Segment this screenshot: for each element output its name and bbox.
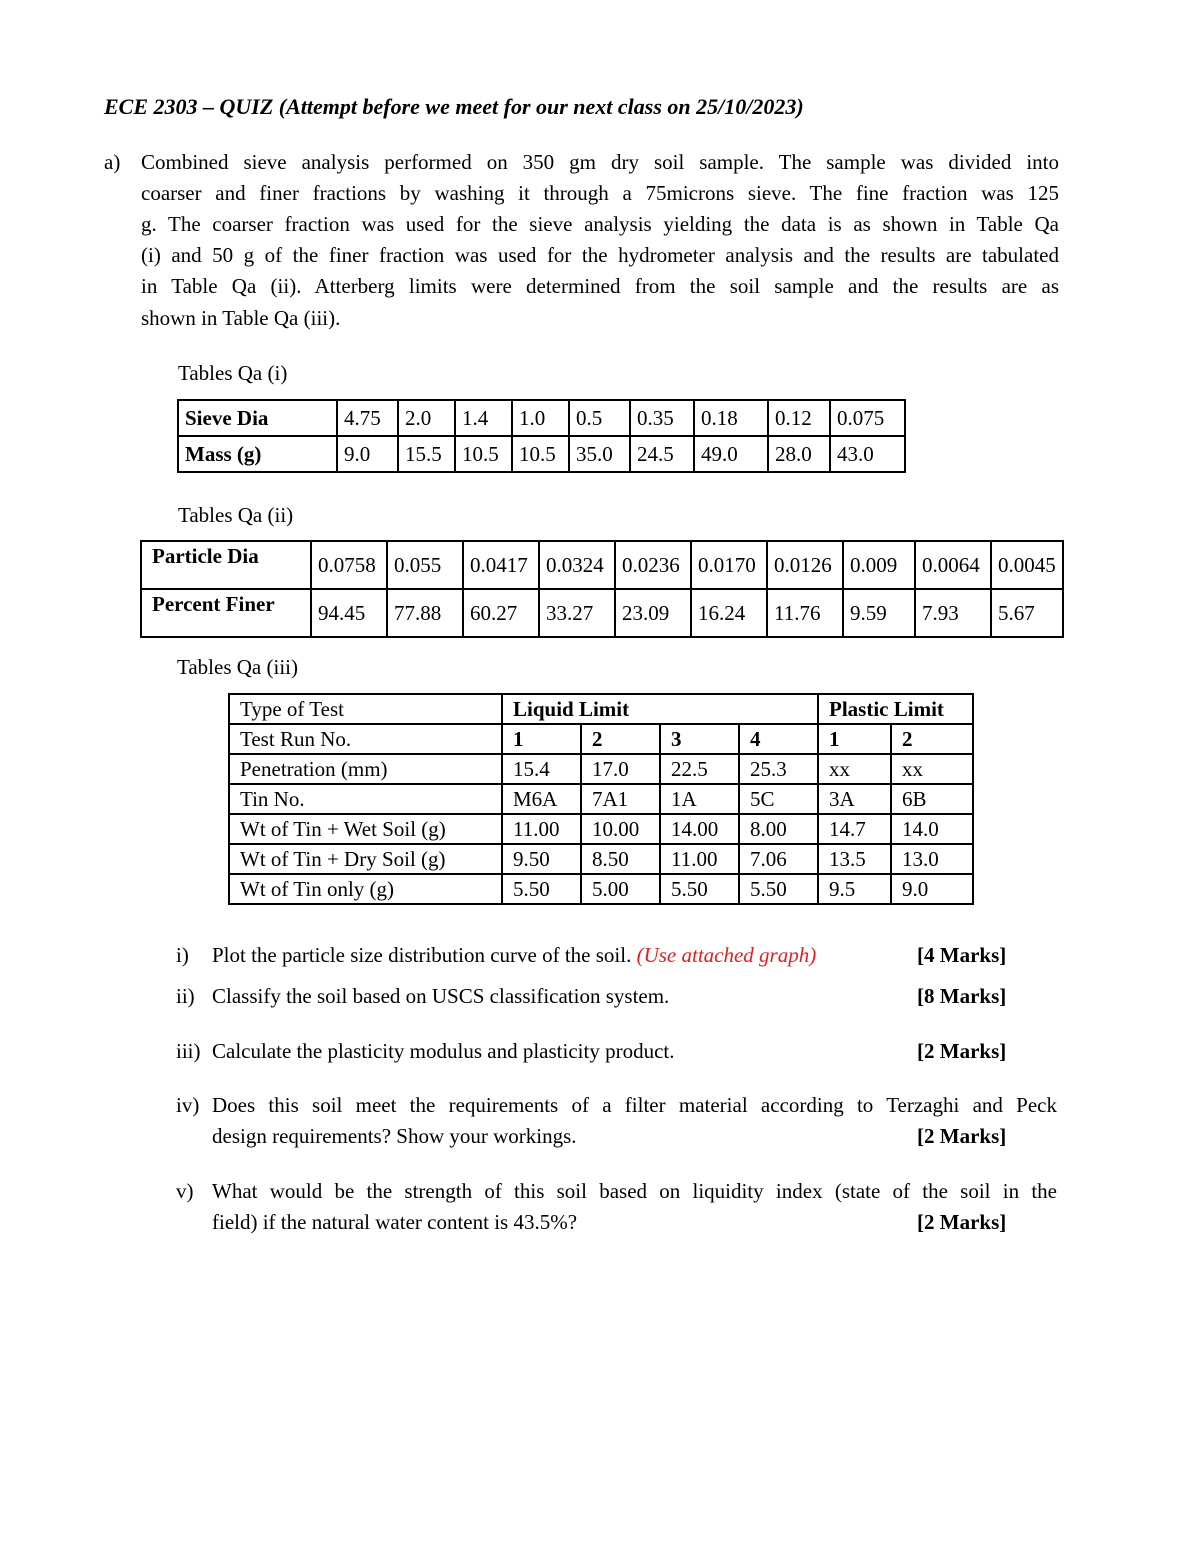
table-cell: 14.0 <box>891 814 973 844</box>
percent-finer-row <box>141 589 1063 637</box>
marks-badge: [2 Marks] <box>917 1124 1007 1148</box>
table-cell: 0.055 <box>387 541 463 589</box>
table-cell: 5.50 <box>502 874 581 904</box>
sieve-dia-label: Sieve Dia <box>178 400 337 436</box>
table-cell: 5.00 <box>581 874 660 904</box>
table-cell: 94.45 <box>311 589 387 637</box>
table-cell: 0.0236 <box>615 541 691 589</box>
table-cell: 5C <box>739 784 818 814</box>
table-cell: 5.67 <box>991 589 1063 637</box>
table-cell: 7.93 <box>915 589 991 637</box>
table-cell: 9.59 <box>843 589 915 637</box>
table-cell: 1.0 <box>512 400 569 436</box>
graph-note: (Use attached graph) <box>636 943 817 967</box>
table-cell: 0.0758 <box>311 541 387 589</box>
table-cell: 0.0045 <box>991 541 1063 589</box>
table-row <box>229 874 973 904</box>
table-cell: 0.0417 <box>463 541 539 589</box>
question-number: i) <box>176 943 189 967</box>
table-cell: 13.5 <box>818 844 891 874</box>
table-cell: 0.18 <box>694 400 768 436</box>
table-cell: 25.3 <box>739 754 818 784</box>
table2-caption: Tables Qa (ii) <box>178 503 294 527</box>
table-cell: 14.00 <box>660 814 739 844</box>
question-number: v) <box>176 1179 194 1203</box>
table-cell: 7.06 <box>739 844 818 874</box>
question-text <box>212 943 816 968</box>
marks-badge: [2 Marks] <box>917 1039 1007 1063</box>
table-cell: 11.76 <box>767 589 843 637</box>
row-label: Wt of Tin + Wet Soil (g) <box>229 814 502 844</box>
table-cell: 23.09 <box>615 589 691 637</box>
table-cell: 22.5 <box>660 754 739 784</box>
table-cell: 0.35 <box>630 400 694 436</box>
question-number: ii) <box>176 984 195 1008</box>
table-cell: 9.0 <box>337 436 398 472</box>
table-cell: 0.0170 <box>691 541 767 589</box>
table-cell: 28.0 <box>768 436 830 472</box>
sieve-dia-row <box>178 400 905 436</box>
table-cell: xx <box>818 754 891 784</box>
table-cell: 8.50 <box>581 844 660 874</box>
table-cell: 77.88 <box>387 589 463 637</box>
percent-finer-label: Percent Finer <box>141 589 311 637</box>
part-a-label: a) <box>104 150 121 174</box>
table-cell: 13.0 <box>891 844 973 874</box>
table-cell: 1A <box>660 784 739 814</box>
part-a-line: in Table Qa (ii). Atterberg limits were determined from the soil sample and the results are as <box>141 274 1059 298</box>
table3-caption: Tables Qa (iii) <box>177 655 298 679</box>
table-cell: xx <box>891 754 973 784</box>
table-cell: 5.50 <box>660 874 739 904</box>
question-number: iv) <box>176 1093 200 1117</box>
table-cell: M6A <box>502 784 581 814</box>
particle-dia-label: Particle Dia <box>141 541 311 589</box>
table-cell: 1 <box>502 724 581 754</box>
question-text: Does this soil meet the requirements of a filter material according to Terzaghi and Peck <box>212 1093 1057 1117</box>
part-a-line: Combined sieve analysis performed on 350 gm dry soil sample. The sample was divided into <box>141 150 1059 174</box>
row-label: Test Run No. <box>229 724 502 754</box>
table-cell: 5.50 <box>739 874 818 904</box>
row-label: Wt of Tin only (g) <box>229 874 502 904</box>
table-row <box>229 724 973 754</box>
part-a-line: coarser and finer fractions by washing it through a 75microns sieve. The fine fraction was 125 <box>141 181 1059 205</box>
table-row <box>229 784 973 814</box>
quiz-title: ECE 2303 – QUIZ (Attempt before we meet for our next class on 25/10/2023) <box>104 94 804 119</box>
table-cell: 10.5 <box>512 436 569 472</box>
row-label: Tin No. <box>229 784 502 814</box>
table-cell: 8.00 <box>739 814 818 844</box>
table-cell: 0.5 <box>569 400 630 436</box>
table-cell: 0.0324 <box>539 541 615 589</box>
table-cell: 49.0 <box>694 436 768 472</box>
table-cell: 33.27 <box>539 589 615 637</box>
question-text: design requirements? Show your workings. <box>212 1124 577 1148</box>
table1-caption: Tables Qa (i) <box>178 361 288 385</box>
mass-row <box>178 436 905 472</box>
hydrometer-table <box>140 540 1064 638</box>
table-cell: 4 <box>739 724 818 754</box>
table-cell: 1 <box>818 724 891 754</box>
particle-dia-row <box>141 541 1063 589</box>
table-cell: 35.0 <box>569 436 630 472</box>
type-of-test-header: Type of Test <box>229 694 502 724</box>
mass-label: Mass (g) <box>178 436 337 472</box>
table-cell: 10.5 <box>455 436 512 472</box>
table-cell: 0.0064 <box>915 541 991 589</box>
table-cell: 24.5 <box>630 436 694 472</box>
question-text: Calculate the plasticity modulus and plasticity product. <box>212 1039 675 1063</box>
sieve-table <box>177 399 906 473</box>
question-body: Plot the particle size distribution curve of the soil. <box>212 943 632 967</box>
table-cell: 16.24 <box>691 589 767 637</box>
question-text: What would be the strength of this soil based on liquidity index (state of the soil in the <box>212 1179 1057 1203</box>
table-cell: 60.27 <box>463 589 539 637</box>
table-cell: 11.00 <box>660 844 739 874</box>
table-cell: 11.00 <box>502 814 581 844</box>
table-cell: 0.12 <box>768 400 830 436</box>
table-cell: 3 <box>660 724 739 754</box>
table-cell: 6B <box>891 784 973 814</box>
table-cell: 1.4 <box>455 400 512 436</box>
atterberg-table <box>228 693 974 905</box>
table-cell: 2 <box>581 724 660 754</box>
table-cell: 0.009 <box>843 541 915 589</box>
table-cell: 14.7 <box>818 814 891 844</box>
table-row <box>229 754 973 784</box>
table-cell: 10.00 <box>581 814 660 844</box>
table-row <box>229 814 973 844</box>
question-text: Classify the soil based on USCS classification system. <box>212 984 670 1008</box>
table-cell: 17.0 <box>581 754 660 784</box>
row-label: Wt of Tin + Dry Soil (g) <box>229 844 502 874</box>
table-cell: 9.5 <box>818 874 891 904</box>
plastic-limit-header: Plastic Limit <box>818 694 973 724</box>
table-cell: 0.075 <box>830 400 905 436</box>
table-cell: 2.0 <box>398 400 455 436</box>
liquid-limit-header: Liquid Limit <box>502 694 818 724</box>
part-a-line: shown in Table Qa (iii). <box>141 306 341 330</box>
marks-badge: [8 Marks] <box>917 984 1007 1008</box>
question-number: iii) <box>176 1039 201 1063</box>
marks-badge: [4 Marks] <box>917 943 1007 967</box>
table-cell: 0.0126 <box>767 541 843 589</box>
table-cell: 15.5 <box>398 436 455 472</box>
marks-badge: [2 Marks] <box>917 1210 1007 1234</box>
atterberg-header-row <box>229 694 973 724</box>
row-label: Penetration (mm) <box>229 754 502 784</box>
table-cell: 4.75 <box>337 400 398 436</box>
table-cell: 15.4 <box>502 754 581 784</box>
table-cell: 3A <box>818 784 891 814</box>
table-cell: 9.0 <box>891 874 973 904</box>
table-cell: 2 <box>891 724 973 754</box>
table-row <box>229 844 973 874</box>
table-cell: 7A1 <box>581 784 660 814</box>
table-cell: 9.50 <box>502 844 581 874</box>
table-cell: 43.0 <box>830 436 905 472</box>
question-text: field) if the natural water content is 43.5%? <box>212 1210 578 1234</box>
part-a-line: (i) and 50 g of the finer fraction was used for the hydrometer analysis and the results are tabulated <box>141 243 1059 267</box>
part-a-line: g. The coarser fraction was used for the sieve analysis yielding the data is as shown in Table Qa <box>141 212 1059 236</box>
